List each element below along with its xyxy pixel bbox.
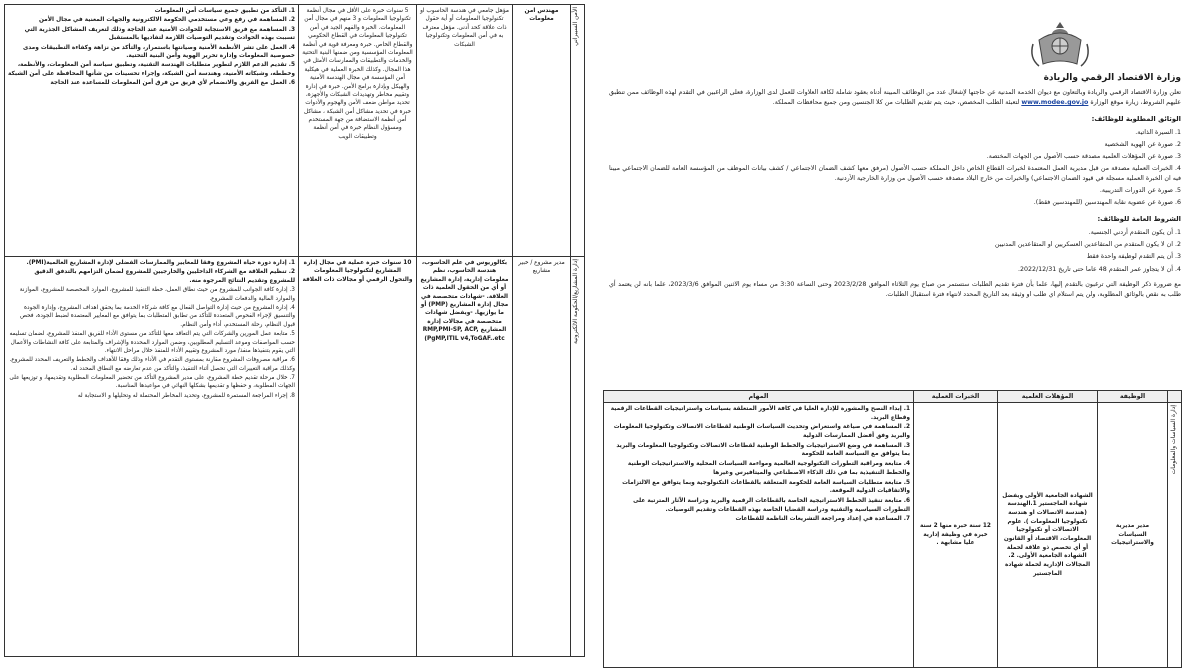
category-cell: إدارة السياسات والمعلومات (1168, 403, 1182, 668)
list-item: 4. أن لا يتجاوز عمر المتقدم 48 عاما حتى تاريخ 2022/12/31. (1017, 265, 1181, 273)
task-item: 6. العمل مع الفريق والانضمام لأي فريق من فرق أمن المعلومات للمساعدة عند الحاجة (50, 80, 295, 87)
tasks-cell (5, 5, 299, 257)
jobs-table-left (4, 4, 585, 657)
task-item: 7. خلال مرحلة تقديم خطة المشروع، على مدير المشروع التأكد من تحضير المعلومات المطلوبة وتقديمها، و توزيعها على الجهات المطلوبة، و حفظها و تقديمها بشكلها النهائي في مواعيدها المناسبة. (9, 375, 295, 390)
task-item: 6. مراقبة مصروفات المشروع مقارنة بمستوى التقدم في الأداء وذلك وفقا للأهداف والخطط والتعريف المحدد للمشروع. وكذلك مراقبة التغييرات التي تحصل أثناء التنفيذ، والتأكد من عدم تعارضه مع النطاق المحدد له. (9, 357, 295, 372)
tasks-list (607, 405, 910, 524)
list-item: 3. صورة عن المؤهلات العلمية مصدقة حسب الأصول من الجهات المختصة. (986, 153, 1181, 161)
experience-cell: 10 سنوات خبرة عملية في مجال إدارة المشاريع لتكنولوجيا المعلومات والتحول الرقمي أو مجالات ذات العلاقة (299, 257, 417, 657)
ministry-name: وزارة الاقتصاد الرقمي والريادة (1043, 73, 1181, 83)
column-header: الخبرات العملية (914, 391, 998, 403)
column-header: المؤهلات العلمية (998, 391, 1098, 403)
table-row (5, 257, 585, 657)
list-item: 3. أن يتم التقدم لوظيفة واحدة فقط (1086, 253, 1181, 261)
task-item: 4. إدارة المشروع من حيث إدارة التواصل الفعال مع كافة شركاء الخدمة بما يحقق اهداف المشروع، وإدارة الجودة والتنسيق لإجراء الفحوص المتعددة للتأكد من تطابق المتطلبات بما يتوافق مع المعايير المعتمدة لضبط الجودة، فحص قبول النظام، رحلة المستخدم، أداء وأمن النظام. (19, 304, 295, 328)
left-page (0, 0, 588, 671)
task-item: 3. المساهمة مع فريق الاستجابة للحوادث الأمنية عند الحاجة وذلك لتعريف المشاكل الجذرية التي تسببت بهذه الحوادث وتقديم التوصيات اللازمة لتفاديها بالمستقبل (24, 26, 295, 42)
table-row (604, 403, 1182, 668)
website-link[interactable]: www.modee.gov.jo (1021, 99, 1089, 107)
category-cell: الأمن السيبراني (571, 5, 585, 257)
task-item: 1. إدارة دورة حياة المشروع وفقا للمعايير والممارسات الفضلى لإدارة المشاريع العالمية(PMI). (26, 260, 295, 266)
column-header (1168, 391, 1182, 403)
task-item: 5. تقديم الدعم اللازم لتطوير متطلبات الهندسة التقنية، وتطبيق سياسة أمن المعلومات، والأنظمة، وخططه، وشبكاته الأمنية، وهندسة أمن الشبكة، وإجراء تحسينات من شأنها المحافظة على أمن الشبكة (8, 62, 295, 77)
experience-cell: 12 سنة خبرة منها 2 سنة خبرة في وظيفة إدارية عليا مشابهة . (914, 403, 998, 668)
intro-paragraph (609, 88, 1181, 108)
task-item: 7. المساعدة في إعداد ومراجعة التشريعات الناظمة للقطاعات (735, 516, 910, 523)
announcement-body (609, 88, 1181, 300)
task-item: 5. متابعة عمل المورين والشركات التي يتم التعاقد معها للتأكد من مستوى الأداء للفريق المنفذ للمشروع، لضمان تسليمه حسب المواصفات وموعد التسليم المطلوبين، وضمن الموارد المحددة والإشراف والمتابعة على كافة النشاطات والأعمال التي يقوم بتنفيذها منفذ/ مورد المشروع وتقييم الأداء للمنفذ خلال مراحل الانتهاء. (9, 331, 295, 354)
task-item: 1. إبداء النصح والمشورة للإدارة العليا في كافة الأمور المتعلقة بسياسات واستراتيجيات القطاعات الرقمية وقطاع البريد. (610, 406, 910, 421)
list-item: 5. صورة عن الدورات التدريبية. (1099, 187, 1181, 195)
table-header-row (604, 391, 1182, 403)
list-item: 6. صورة عن عضوية نقابة المهندسين (للمهندسين فقط). (1033, 199, 1181, 207)
experience-cell: 5 سنوات خبرة على الأقل في مجال أنظمة تكنولوجيا المعلومات و 3 منهم في مجال أمن المعلومات. الخبرة والفهم الجيد في أمن تكنولوجيا المعلومات في القطاع الحكومي والقطاع الخاص. خبرة ومعرفة قوية في أنظمة المعلومات المؤسسية ومن ضمنها البنية التحتية والخدمات والتطبيقات والممارسات الأمثل في هذا المجال. وكذلك الخبرة العملية في هيكلية أمن المؤسسة في مجال الهندسة الأمنية والهيكل وبإدارة برامج الأمن. خبرة في إدارة وتقييم مخاطر وتهديدات الشبكات والأجهزة، تحديد مواطن ضعف الأمن والهجوم والأدوات خبرة في تحديد مشاكل أمن الشبكة ، مشاكل أمن أنظمة الاستضافة من جهة المستخدم ومسؤول النظام خبرة في أمن أنظمة وتطبيقات الويب (299, 5, 417, 257)
column-header: المهام (604, 391, 914, 403)
table-row (5, 5, 585, 257)
conditions-section-title: الشروط العامة للوظائف: (1097, 215, 1181, 224)
jordan-coat-of-arms-logo (1025, 18, 1095, 68)
task-item: 2. تنظيم العلاقة مع الشركاء الداخليين والخارجيين للمشروع لضمان التزامهم بالتدفق الدقيق للمشروع وتقديم النتائج المرجوة منه. (34, 269, 295, 284)
qualification-cell: الشهادة الجامعية الأولى ويفضل شهادة الماجستير 1.الهندسة (هندسة الاتصالات او هندسة تكنولوجيا المعلومات ). علوم الاتصالات أو تكنولوجيا المعلومات، الاقتصاد أو القانون أو أي تخصص ذو علاقة لحملة الشهادة الجامعية الأولى. 2. المجالات الإدارية لحملة شهادة الماجستير (998, 403, 1098, 668)
list-item: 2. ان لا يكون المتقدم من المتقاعدين العسكريين او المتقاعدين المدنيين (994, 241, 1181, 249)
deadline-note: مع ضرورة ذكر الوظيفة التي ترغبون بالتقدم إليها، علما بأن فترة تقديم الطلبات ستستمر من صباح يوم الثلاثاء الموافق 2023/2/28 وحتى الساعة 3:30 من مساء يوم الاثنين الموافق 2023/3/6، علما بانه لن يعتمد أي طلب به نقص بالوثائق المطلوبة، ولن يتم استلام اي طلب او وثيقة بعد التاريخ المحدد لانتهاء فترة استقبال الطلبات. (609, 280, 1181, 298)
task-item: 4. العمل على تشر الأنظمة الأمنية وصيانتها باستمرار، والتأكد من نزاهة وكفاءة التطبيقات ومدى خصوصية المعلومات وإدارة تحرير الهوية وأمن البنية التحتية. (22, 44, 295, 59)
qualification-cell: مؤهل جامعي في هندسة الحاسوب او تكنولوجيا المعلومات أو أية حقول ذات علاقة كحد أدنى. مؤهل معترف به في أمن المعلومات وتكنولوجيا الشبكات (417, 5, 513, 257)
task-item: 1. التأكد من تطبيق جميع سياسات أمن المعلومات (154, 8, 295, 14)
task-item: 2. المساهمة في صياغة واستعراض وتحديث السياسات الوطنية لقطاعات الاتصالات وتكنولوجيا المعلومات والبريد وفق أفضل الممارسات الدولية (613, 424, 910, 440)
tasks-cell (604, 403, 914, 668)
column-header: الوظيفة (1098, 391, 1168, 403)
list-item: 1. أن يكون المتقدم أردني الجنسية. (1088, 229, 1181, 237)
task-item: 3. إدارة كافة الجوانب للمشروع من حيث نطاق العمل، خطة التنفيذ للمشروع، الموارد المخصصة للمشروع، الموازنة والموارد المالية والدفعات للمشروع. (19, 287, 295, 302)
right-page (595, 0, 1191, 671)
tasks-cell (5, 257, 299, 657)
task-item: 4. متابعة ومراقبة التطورات التكنولوجية العالمية ومواءمة السياسات المحلية والاستراتيجيات الوطنية والخطط التنفيذية بما في ذلك الذكاء الاصطناعي والميتافيرس وغيرها (627, 461, 910, 476)
intro-text: تعلن وزارة الاقتصاد الرقمي والريادة وبالتعاون مع ديوان الخدمة المدنية عن حاجتها لإشغال عدد من الوظائف المبينة أدناه بعقود شاملة لكافة العلاوات للعمل لدى الوزارة، فعلى الراغبين في التقدم لهذه الوظائف ممن تنطبق عليهم الشروط، زيارة موقع الوزارة (609, 89, 1181, 107)
tasks-list (8, 259, 295, 400)
qualification-cell: بكالوريوس في علم الحاسوب، هندسة الحاسوب، نظم معلومات إدارية، إدارة المشاريع أو أي من الحقول العلمية ذات العلاقة. -شهادات متخصصة في مجال إدارة المشاريع (PMP) أو ما يوازيها. -ويفضل شهادات متخصصة في مجالات إدارة المشاريع RMP,PMI-SP, ACP, PgMP,ITIL v4,ToGAF..etc) (417, 257, 513, 657)
task-item: 8. إجراء المراجعة المستمرة للمشروع، وتحديد المخاطر المحتملة له وتحليلها و الاستجابة له (77, 392, 295, 399)
job-title-cell: مدير مشروع / خبير مشاريع (513, 257, 571, 657)
task-item: 6. متابعة تنفيذ الخطط الاستراتيجية الخاصة بالقطاعات الرقمية والبريد ودراسة الآثار المترتبة على التطورات السياسية والتقنية ودراسة القضايا الخاصة بهذه القطاعات وتقديم التوصيات. (633, 497, 910, 513)
list-item: 4. الخبرات العملية مصدقة من قبل مديرية العمل المعتمدة لخبرات القطاع الخاص داخل المملكة حسب الأصول (مرفق معها كشف الضمان الاجتماعي / كشف بيانات الموظف من المؤسسة العامة للضمان الاجتماعي مبينا فيه ان الخبرة العملية مسجلة في قيود الضمان الاجتماعي) والخبرات من خارج البلاد مصدقة حسب الأصول من وزارة الخارجية الأردنية. (609, 165, 1181, 183)
job-title-cell: مهندس امن معلومات (513, 5, 571, 257)
task-item: 2. المساهمة في رفع وعي مستخدمي الحكومة الالكترونية والجهات المعنية في مجال الأمن (38, 17, 295, 24)
jobs-table-right (603, 390, 1182, 668)
category-cell: إدارة المشاريع/الحكومة الالكترونية (571, 257, 585, 657)
docs-section-title: الوثائق المطلوبة للوظائف: (1091, 115, 1181, 124)
list-item: 1. السيرة الذاتية. (1135, 129, 1181, 136)
intro-tail: لتعبئة الطلب المخصص، حيث يتم تقديم الطلبات من كلا الجنسين ومن جميع محافظات المملكة. (772, 99, 1020, 107)
task-item: 3. المساهمة في وضع الاستراتيجيات والخطط الوطنية لقطاعات الاتصالات وتكنولوجيا المعلومات والبريد بما يتوافق مع السياسة العامة للحكومة (616, 442, 910, 458)
docs-list (609, 128, 1181, 208)
task-item: 5. متابعة متطلبات السياسة العامة للحكومة المتعلقة بالقطاعات التكنولوجية وبما يتوافق مع الالتزامات والاتفاقيات الدولية الموقعة. (622, 479, 910, 495)
conditions-list (609, 228, 1181, 274)
job-title-cell: مدير مديرية السياسات والاستراتيجيات (1098, 403, 1168, 668)
list-item: 2. صورة عن الهوية الشخصية (1104, 141, 1181, 149)
tasks-list (8, 7, 295, 88)
